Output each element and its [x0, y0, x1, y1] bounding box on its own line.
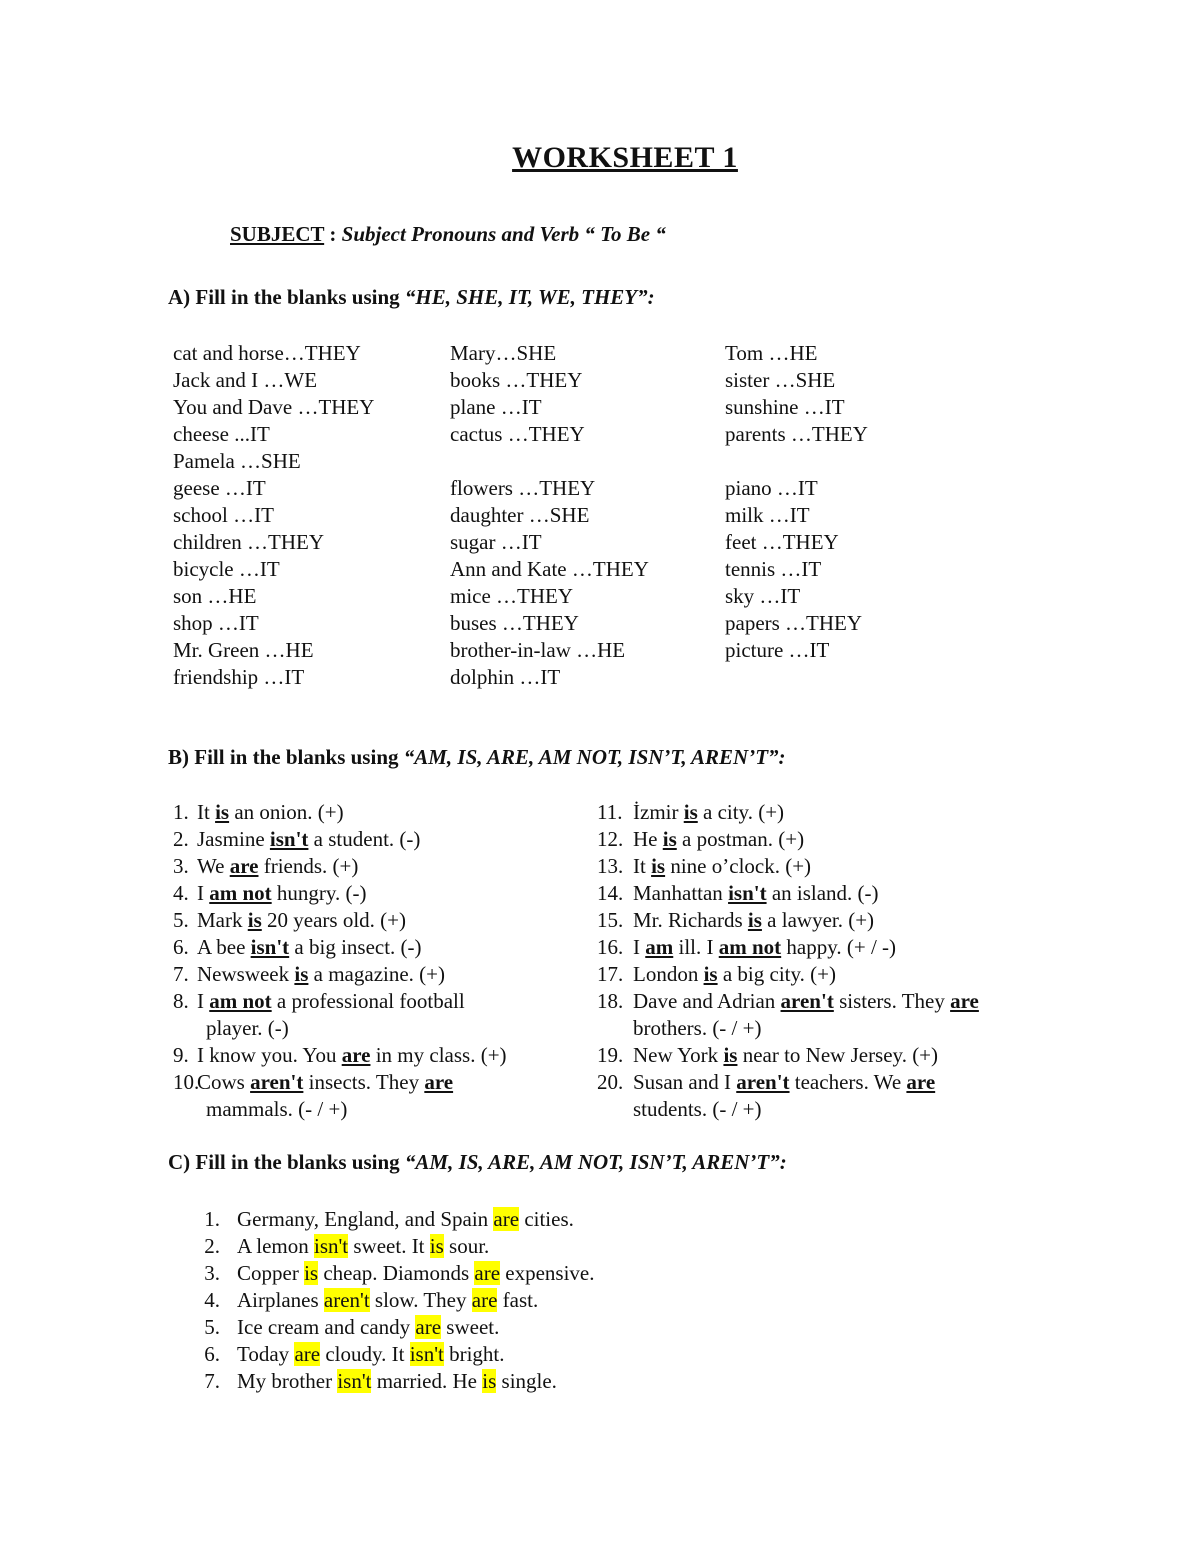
answer: isn't — [728, 881, 767, 905]
item-text — [633, 826, 804, 853]
item-text — [237, 1233, 489, 1260]
highlighted-answer: are — [474, 1261, 501, 1285]
exercise-line — [173, 907, 507, 934]
item-text — [633, 1069, 935, 1096]
item-text — [633, 1042, 938, 1069]
item-text — [237, 1287, 538, 1314]
text-part: Mark — [197, 908, 248, 932]
answer: are — [229, 854, 259, 878]
exercise-line — [597, 826, 979, 853]
pronoun-item: picture …IT — [725, 638, 830, 662]
item-text — [197, 1069, 453, 1096]
exercise-item — [597, 1069, 979, 1123]
section-c-heading — [168, 1150, 787, 1175]
text-part: A lemon — [237, 1234, 314, 1258]
exercise-item — [597, 880, 979, 907]
item-number: 9. — [173, 1043, 194, 1067]
item-number: 7. — [204, 1369, 220, 1393]
text-part: friends. (+) — [258, 854, 359, 878]
pronoun-item: feet …THEY — [725, 530, 839, 554]
item-text — [237, 1206, 574, 1233]
answer: aren't — [250, 1070, 304, 1094]
section-b-heading-text: B) Fill in the blanks using — [168, 745, 404, 769]
item-text — [633, 961, 836, 988]
text-part: London — [633, 962, 704, 986]
subject-line — [230, 222, 666, 247]
pronoun-item: sky …IT — [725, 584, 801, 608]
item-number: 2. — [173, 827, 194, 851]
answer: is — [294, 962, 309, 986]
item-text — [633, 853, 811, 880]
pronoun-item: You and Dave …THEY — [173, 395, 375, 419]
exercise-line — [597, 961, 979, 988]
text-part: happy. (+ / -) — [781, 935, 897, 959]
text-part: It — [197, 800, 216, 824]
item-number: 6. — [173, 935, 194, 959]
text-part: sweet. — [441, 1315, 500, 1339]
exercise-line — [597, 907, 979, 934]
pronoun-item: geese …IT — [173, 476, 266, 500]
exercise-item — [173, 988, 507, 1042]
section-a-heading — [168, 285, 655, 310]
section-a-column-2 — [450, 340, 649, 691]
pronoun-item: Ann and Kate …THEY — [450, 557, 649, 581]
text-part: slow. They — [369, 1288, 472, 1312]
text-part: a magazine. (+) — [308, 962, 446, 986]
pronoun-item: children …THEY — [173, 530, 325, 554]
pronoun-item: Mr. Green …HE — [173, 638, 314, 662]
item-number: 17. — [597, 962, 629, 986]
exercise-line — [173, 988, 507, 1015]
text-part: A bee — [197, 935, 251, 959]
text-part: a city. (+) — [697, 800, 785, 824]
text-part: I — [633, 935, 646, 959]
pronoun-item — [725, 448, 868, 475]
item-text — [633, 934, 896, 961]
item-text — [197, 1042, 507, 1069]
worksheet-title: WORKSHEET 1 — [512, 141, 738, 174]
item-number: 20. — [597, 1070, 629, 1094]
item-number: 3. — [204, 1261, 220, 1285]
text-part: teachers. We — [789, 1070, 907, 1094]
item-text — [237, 1314, 499, 1341]
exercise-item — [173, 961, 507, 988]
text-part: cloudy. It — [320, 1342, 410, 1366]
pronoun-item — [450, 448, 649, 475]
text-part: Copper — [237, 1261, 305, 1285]
exercise-line — [597, 934, 979, 961]
section-b-heading — [168, 745, 786, 770]
item-number: 8. — [173, 989, 194, 1013]
exercise-line — [173, 799, 507, 826]
text-part: Cows — [197, 1070, 251, 1094]
pronoun-item: friendship …IT — [173, 665, 305, 689]
answer: am — [645, 935, 674, 959]
text-part: Newsweek — [197, 962, 295, 986]
answer: am not — [718, 935, 782, 959]
text-part: an onion. (+) — [229, 800, 344, 824]
answer: are — [906, 1070, 936, 1094]
answer: am not — [209, 989, 272, 1013]
exercise-line — [173, 934, 507, 961]
section-a-heading-text: A) Fill in the blanks using — [168, 285, 405, 309]
pronoun-item: milk …IT — [725, 503, 810, 527]
text-part: a big city. (+) — [717, 962, 836, 986]
text-part: Airplanes — [237, 1288, 324, 1312]
exercise-item — [597, 907, 979, 934]
pronoun-item: papers …THEY — [725, 611, 863, 635]
text-part: cheap. Diamonds — [318, 1261, 475, 1285]
item-number: 10. — [173, 1070, 200, 1094]
section-a-column-3 — [725, 340, 868, 691]
item-number: 12. — [597, 827, 629, 851]
exercise-line — [173, 880, 507, 907]
pronoun-item: Tom …HE — [725, 341, 818, 365]
exercise-line — [173, 1042, 507, 1069]
text-part: married. He — [371, 1369, 483, 1393]
text-part: a professional football — [271, 989, 465, 1013]
answer: am not — [209, 881, 272, 905]
answer: is — [723, 1043, 738, 1067]
text-part: ill. I — [673, 935, 719, 959]
pronoun-item — [725, 664, 868, 691]
text-part: Susan and I — [633, 1070, 737, 1094]
continuation-line: player. (-) — [206, 1016, 289, 1040]
text-part: sisters. They — [833, 989, 951, 1013]
item-number: 6. — [204, 1342, 220, 1366]
exercise-item — [198, 1341, 595, 1368]
exercise-item — [173, 799, 507, 826]
item-number: 14. — [597, 881, 629, 905]
text-part: New York — [633, 1043, 724, 1067]
text-part: My brother — [237, 1369, 338, 1393]
text-part: single. — [496, 1369, 557, 1393]
highlighted-answer: are — [415, 1315, 442, 1339]
text-part: a lawyer. (+) — [761, 908, 875, 932]
item-number: 4. — [173, 881, 194, 905]
item-text — [197, 988, 465, 1015]
pronoun-item: buses …THEY — [450, 611, 579, 635]
answer: is — [662, 827, 677, 851]
exercise-item — [173, 1042, 507, 1069]
pronoun-item: brother-in-law …HE — [450, 638, 626, 662]
section-a-heading-quote: “HE, SHE, IT, WE, THEY”: — [404, 285, 655, 309]
pronoun-item: bicycle …IT — [173, 557, 280, 581]
text-part: nine o’clock. (+) — [665, 854, 812, 878]
item-text — [197, 799, 344, 826]
pronoun-item: cactus …THEY — [450, 422, 585, 446]
text-part: Manhattan — [633, 881, 729, 905]
exercise-item — [173, 880, 507, 907]
item-text — [197, 880, 367, 907]
item-number: 1. — [173, 800, 194, 824]
answer: is — [247, 908, 262, 932]
highlighted-answer: isn't — [409, 1342, 444, 1366]
exercise-item — [597, 934, 979, 961]
highlighted-answer: isn't — [337, 1369, 372, 1393]
text-part: Today — [237, 1342, 295, 1366]
text-part: fast. — [497, 1288, 539, 1312]
exercise-line — [597, 853, 979, 880]
text-part: Ice cream and candy — [237, 1315, 416, 1339]
item-number: 4. — [204, 1288, 220, 1312]
item-number: 19. — [597, 1043, 629, 1067]
exercise-line — [173, 961, 507, 988]
exercise-line — [597, 1042, 979, 1069]
pronoun-item: cheese ...IT — [173, 422, 270, 446]
exercise-item — [597, 853, 979, 880]
exercise-item — [173, 826, 507, 853]
exercise-item — [198, 1260, 595, 1287]
text-part: a postman. (+) — [676, 827, 805, 851]
item-number: 5. — [204, 1315, 220, 1339]
exercise-line — [173, 853, 507, 880]
pronoun-item: Pamela …SHE — [173, 449, 301, 473]
item-text — [197, 907, 406, 934]
text-part: near to New Jersey. (+) — [737, 1043, 939, 1067]
exercise-item — [198, 1287, 595, 1314]
pronoun-item: books …THEY — [450, 368, 583, 392]
text-part: sweet. It — [348, 1234, 430, 1258]
pronoun-item: daughter …SHE — [450, 503, 590, 527]
text-part: 20 years old. (+) — [261, 908, 406, 932]
item-number: 18. — [597, 989, 629, 1013]
highlighted-answer: is — [304, 1261, 319, 1285]
item-number: 5. — [173, 908, 194, 932]
exercise-line — [597, 988, 979, 1015]
exercise-item — [173, 853, 507, 880]
text-part: insects. They — [303, 1070, 425, 1094]
continuation-line: mammals. (- / +) — [206, 1097, 348, 1121]
pronoun-item: sunshine …IT — [725, 395, 845, 419]
exercise-item — [597, 1042, 979, 1069]
pronoun-item: son …HE — [173, 584, 257, 608]
exercise-line — [173, 1069, 507, 1096]
pronoun-item: shop …IT — [173, 611, 259, 635]
item-number: 15. — [597, 908, 629, 932]
answer: isn't — [269, 827, 309, 851]
continuation-line: brothers. (- / +) — [633, 1016, 762, 1040]
section-a-column-1 — [173, 340, 374, 691]
text-part: Germany, England, and Spain — [237, 1207, 494, 1231]
pronoun-item: sister …SHE — [725, 368, 836, 392]
answer: isn't — [250, 935, 290, 959]
section-c-heading-quote: “AM, IS, ARE, AM NOT, ISN’T, AREN’T”: — [404, 1150, 787, 1174]
subject-value: Subject Pronouns and Verb “ To Be “ — [341, 222, 666, 246]
subject-label: SUBJECT — [230, 222, 325, 246]
section-b-right-list — [597, 799, 979, 1123]
highlighted-answer: are — [471, 1288, 498, 1312]
exercise-line — [597, 880, 979, 907]
pronoun-item: school …IT — [173, 503, 274, 527]
pronoun-item: mice …THEY — [450, 584, 574, 608]
text-part: a student. (-) — [308, 827, 421, 851]
answer: aren't — [736, 1070, 790, 1094]
pronoun-item: parents …THEY — [725, 422, 868, 446]
item-number: 1. — [204, 1207, 220, 1231]
answer: are — [950, 989, 979, 1013]
item-text — [237, 1260, 595, 1287]
text-part: bright. — [443, 1342, 505, 1366]
section-b-heading-quote: “AM, IS, ARE, AM NOT, ISN’T, AREN’T”: — [403, 745, 786, 769]
item-text — [237, 1341, 505, 1368]
text-part: İzmir — [633, 800, 684, 824]
section-c-heading-text: C) Fill in the blanks using — [168, 1150, 405, 1174]
pronoun-item: dolphin …IT — [450, 665, 561, 689]
answer: are — [424, 1070, 454, 1094]
text-part: Mr. Richards — [633, 908, 748, 932]
highlighted-answer: is — [429, 1234, 444, 1258]
answer: is — [747, 908, 762, 932]
highlighted-answer: is — [482, 1369, 497, 1393]
answer: are — [341, 1043, 371, 1067]
exercise-item — [597, 799, 979, 826]
item-number: 16. — [597, 935, 629, 959]
exercise-line — [597, 1069, 979, 1096]
subject-sep: : — [324, 222, 342, 246]
answer: is — [703, 962, 718, 986]
answer: is — [683, 800, 698, 824]
text-part: cities. — [519, 1207, 574, 1231]
text-part: I — [197, 989, 210, 1013]
text-part: I know you. You — [197, 1043, 342, 1067]
pronoun-item: tennis …IT — [725, 557, 822, 581]
item-number: 13. — [597, 854, 629, 878]
exercise-item — [173, 934, 507, 961]
exercise-item — [597, 826, 979, 853]
pronoun-item: flowers …THEY — [450, 476, 596, 500]
pronoun-item: plane …IT — [450, 395, 542, 419]
text-part: in my class. (+) — [370, 1043, 507, 1067]
answer: is — [215, 800, 230, 824]
highlighted-answer: aren't — [323, 1288, 370, 1312]
exercise-line — [173, 826, 507, 853]
item-text — [633, 988, 979, 1015]
pronoun-item: piano …IT — [725, 476, 818, 500]
exercise-item — [173, 1069, 507, 1123]
exercise-item — [597, 988, 979, 1042]
answer: is — [651, 854, 666, 878]
item-text — [197, 826, 420, 853]
item-number: 2. — [204, 1234, 220, 1258]
text-part: an island. (-) — [766, 881, 879, 905]
highlighted-answer: are — [493, 1207, 520, 1231]
exercise-item — [198, 1368, 595, 1395]
continuation-line: students. (- / +) — [633, 1097, 762, 1121]
item-text — [633, 799, 784, 826]
exercise-item — [198, 1233, 595, 1260]
text-part: sour. — [443, 1234, 490, 1258]
text-part: He — [633, 827, 663, 851]
item-number: 3. — [173, 854, 194, 878]
pronoun-item: Jack and I …WE — [173, 368, 318, 392]
item-text — [197, 934, 422, 961]
highlighted-answer: are — [294, 1342, 321, 1366]
item-text — [197, 961, 445, 988]
text-part: It — [633, 854, 652, 878]
pronoun-item: sugar …IT — [450, 530, 542, 554]
item-text — [633, 907, 874, 934]
text-part: hungry. (-) — [271, 881, 367, 905]
item-text — [633, 880, 879, 907]
item-text — [197, 853, 358, 880]
section-c-list — [198, 1206, 595, 1395]
exercise-item — [198, 1206, 595, 1233]
pronoun-item: Mary…SHE — [450, 341, 557, 365]
answer: aren't — [780, 989, 834, 1013]
item-text — [237, 1368, 557, 1395]
text-part: I — [197, 881, 210, 905]
text-part: a big insect. (-) — [289, 935, 422, 959]
exercise-line — [597, 799, 979, 826]
exercise-item — [198, 1314, 595, 1341]
exercise-item — [173, 907, 507, 934]
item-number: 7. — [173, 962, 194, 986]
section-b-left-list — [173, 799, 507, 1123]
text-part: expensive. — [500, 1261, 595, 1285]
pronoun-item: cat and horse…THEY — [173, 341, 361, 365]
text-part: Jasmine — [197, 827, 270, 851]
highlighted-answer: isn't — [314, 1234, 349, 1258]
item-number: 11. — [597, 800, 628, 824]
text-part: Dave and Adrian — [633, 989, 781, 1013]
text-part: We — [197, 854, 230, 878]
exercise-item — [597, 961, 979, 988]
